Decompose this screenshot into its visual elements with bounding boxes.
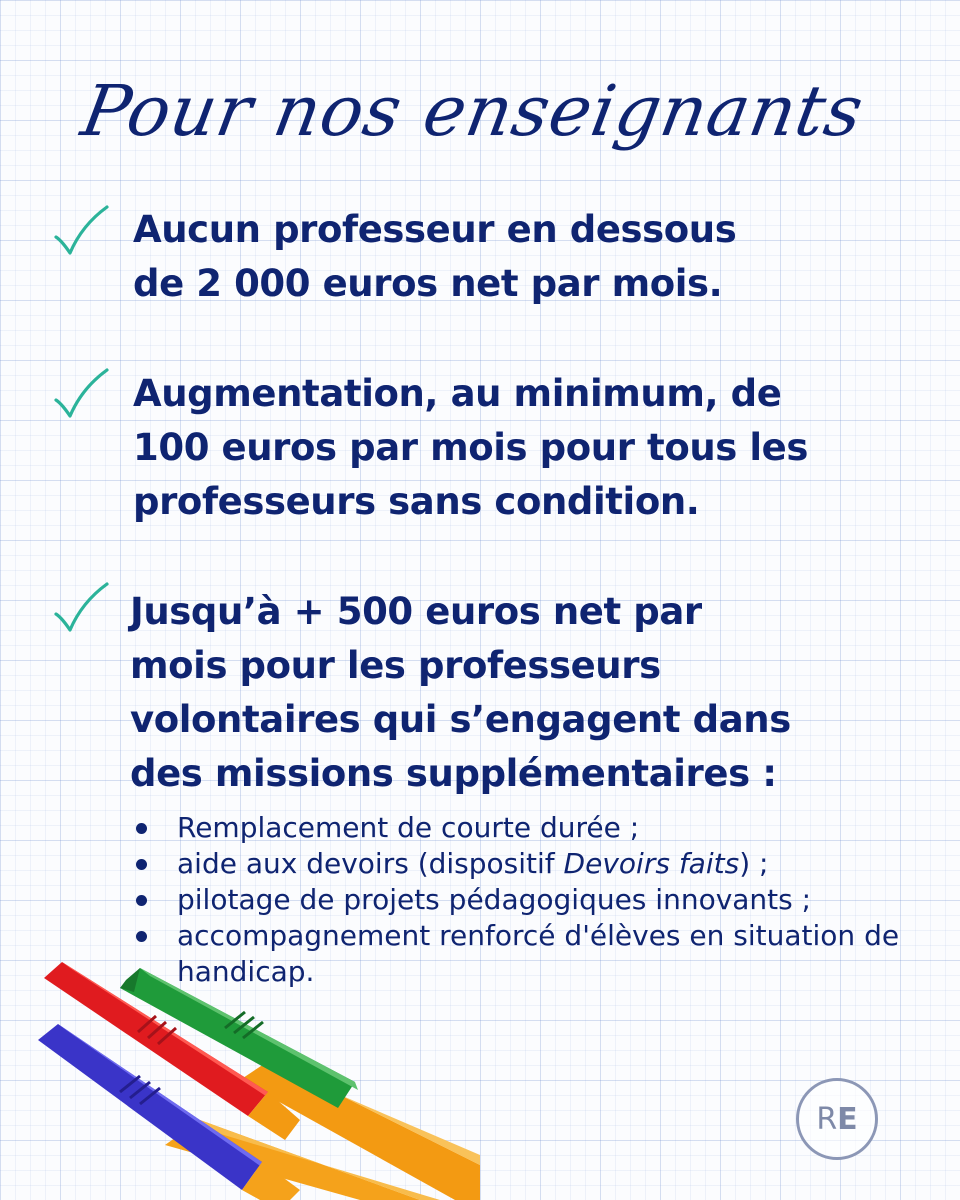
- list-item: [132, 810, 932, 846]
- item-2-line-1: Augmentation, au minimum, de: [133, 372, 782, 415]
- mission-3-text: pilotage de projets pédagogiques innovants ;: [177, 883, 812, 916]
- item-3-line-4: des missions supplémentaires :: [130, 752, 777, 795]
- renaissance-logo: [796, 1078, 878, 1160]
- page-title: Pour nos enseignants: [75, 70, 870, 152]
- mission-2-text-before: aide aux devoirs (dispositif: [177, 847, 564, 880]
- item-2-line-2: 100 euros par mois pour tous les: [133, 426, 808, 469]
- mission-2-italic: Devoirs faits: [563, 847, 740, 880]
- item-1-text: [133, 203, 933, 311]
- item-2-line-3: professeurs sans condition.: [133, 480, 700, 523]
- mission-4-text: accompagnement renforcé d'élèves en situation de handicap.: [177, 919, 900, 988]
- logo-letter-r: R: [816, 1101, 838, 1137]
- logo-letter-e: E: [837, 1101, 858, 1137]
- checkmark-icon: [52, 203, 110, 257]
- item-3-line-2: mois pour les professeurs: [130, 644, 661, 687]
- mission-2-text-after: ) ;: [739, 847, 769, 880]
- checkmark-icon: [52, 366, 110, 420]
- mission-1-text: Remplacement de courte durée ;: [177, 811, 640, 844]
- list-item: [132, 882, 932, 918]
- item-1-line-1: Aucun professeur en dessous: [133, 208, 737, 251]
- list-item: [132, 846, 932, 882]
- checkmark-icon: [52, 580, 110, 634]
- pens-illustration: [0, 940, 480, 1200]
- item-1-line-2: de 2 000 euros net par mois.: [133, 262, 723, 305]
- item-3-line-1: Jusqu’à + 500 euros net par: [130, 590, 702, 633]
- item-3-text: [130, 585, 930, 801]
- item-3-line-3: volontaires qui s’engagent dans: [130, 698, 791, 741]
- item-2-text: [133, 367, 933, 529]
